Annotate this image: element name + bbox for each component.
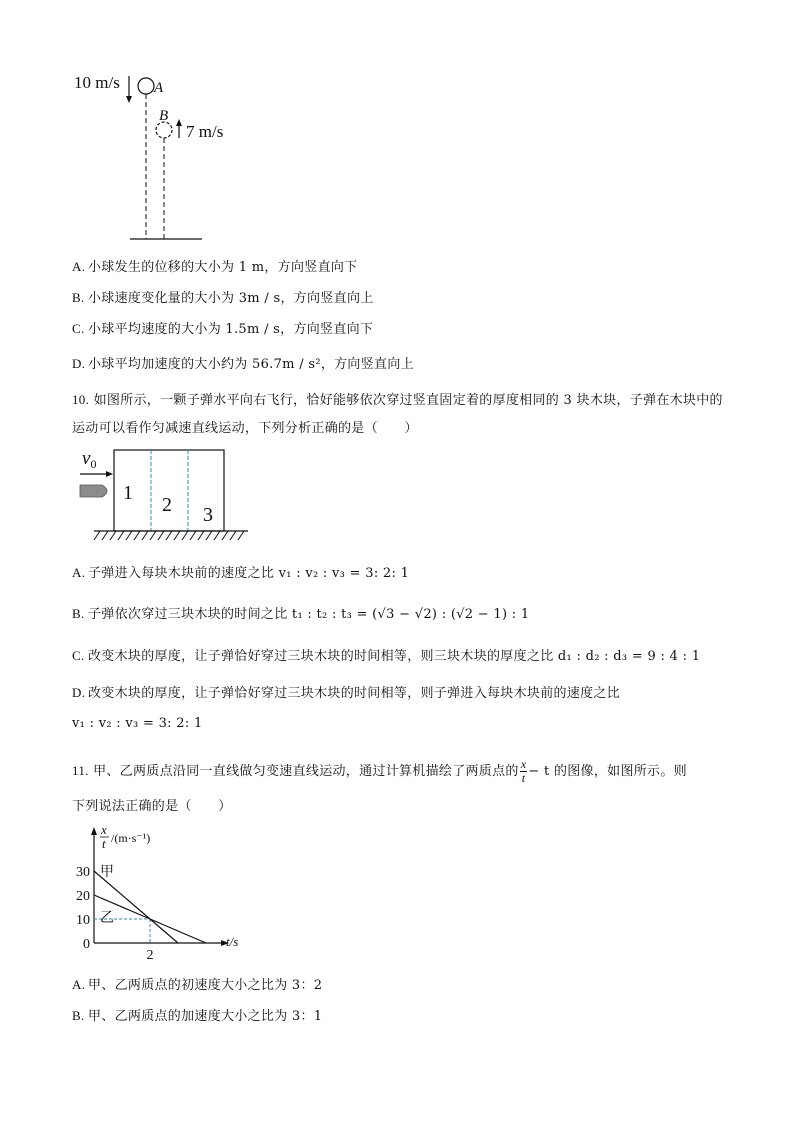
- q11-option-b: B. 甲、乙两质点的加速度大小之比为 3：1: [72, 1008, 323, 1024]
- q11-chart: [60, 822, 260, 962]
- q11-stem-line2: 下列说法正确的是（ ）: [72, 799, 232, 814]
- velocity-up-label: 7 m/s: [186, 122, 224, 141]
- q9-option-a: A. 小球发生的位移的大小为 1 m，方向竖直向下: [72, 259, 358, 275]
- y-tick-label-20: 20: [76, 889, 90, 904]
- ball-b: [156, 122, 172, 138]
- q11-option-a: A. 甲、乙两质点的初速度大小之比为 3：2: [72, 977, 323, 993]
- q10-figure: [76, 444, 266, 549]
- block-label-3: 3: [203, 504, 213, 526]
- q10-option-d: D. 改变木块的厚度，让子弹恰好穿过三块木块的时间相等，则子弹进入每块木块前的速度之比: [72, 685, 621, 701]
- q9-option-b: B. 小球速度变化量的大小为 3m / s，方向竖直向上: [72, 290, 374, 306]
- q11-stem-line1: 11. 甲、乙两质点沿同一直线做匀变速直线运动，通过计算机描绘了两质点的 $\frac{x}{t}$ − t 的图像，如图所示。则: [72, 757, 687, 785]
- block-label-1: 1: [123, 482, 133, 504]
- y-tick-label-10: 10: [76, 913, 90, 928]
- q9-option-c: C. 小球平均速度的大小为 1.5m / s，方向竖直向下: [72, 321, 374, 337]
- series-label-jia: 甲: [100, 865, 114, 880]
- q10-option-a: A. 子弹进入每块木块前的速度之比 v₁ : v₂ : v₃ = 3: 2: 1: [72, 565, 410, 581]
- x-over-t-fraction: $\frac{x}{t}$: [520, 757, 527, 785]
- ball-b-label: B: [159, 108, 169, 124]
- series-line-jia: [94, 871, 178, 943]
- q10-option-b: B. 子弹依次穿过三块木块的时间之比 t₁ : t₂ : t₃ = (√3 − √2) : (√2 − 1) : 1: [72, 606, 530, 622]
- y-axis-label-unit: /(m·s⁻¹): [111, 831, 151, 845]
- q9-option-d: D. 小球平均加速度的大小约为 56.7m / s²，方向竖直向上: [72, 356, 414, 372]
- y-tick-label-30: 30: [76, 865, 90, 880]
- q10-stem: 10. 如图所示，一颗子弹水平向右飞行，恰好能够依次穿过竖直固定着的厚度相同的 3 块木块，子弹在木块中的运动可以看作匀减速直线运动，下列分析正确的是（ ）: [72, 392, 723, 436]
- ground-hatching: [94, 531, 244, 540]
- velocity-up-arrowhead: [176, 119, 182, 126]
- block-label-2: 2: [162, 494, 172, 516]
- y-axis-arrowhead: [91, 827, 97, 835]
- q9-figure: [70, 70, 260, 245]
- velocity-down-label: 10 m/s: [74, 73, 120, 92]
- x-tick-label-2: 2: [146, 948, 154, 963]
- velocity-down-arrowhead: [126, 96, 132, 103]
- y-axis-label-denominator: t: [102, 836, 106, 851]
- v0-label: $v_0$: [82, 448, 97, 471]
- v0-arrowhead: [106, 471, 113, 477]
- bullet: [80, 485, 107, 497]
- ball-a: [138, 78, 154, 94]
- q10-option-c: C. 改变木块的厚度，让子弹恰好穿过三块木块的时间相等，则三块木块的厚度之比 d₁ : d₂ : d₃ = 9 : 4 : 1: [72, 648, 701, 664]
- q10-option-d-continued: v₁ : v₂ : v₃ = 3: 2: 1: [72, 716, 203, 731]
- y-tick-label-0: 0: [83, 937, 90, 952]
- y-axis-label-numerator: x: [101, 822, 107, 837]
- series-label-yi: 乙: [100, 911, 114, 926]
- x-axis-label: t/s: [226, 934, 239, 949]
- ball-a-label: A: [154, 80, 164, 96]
